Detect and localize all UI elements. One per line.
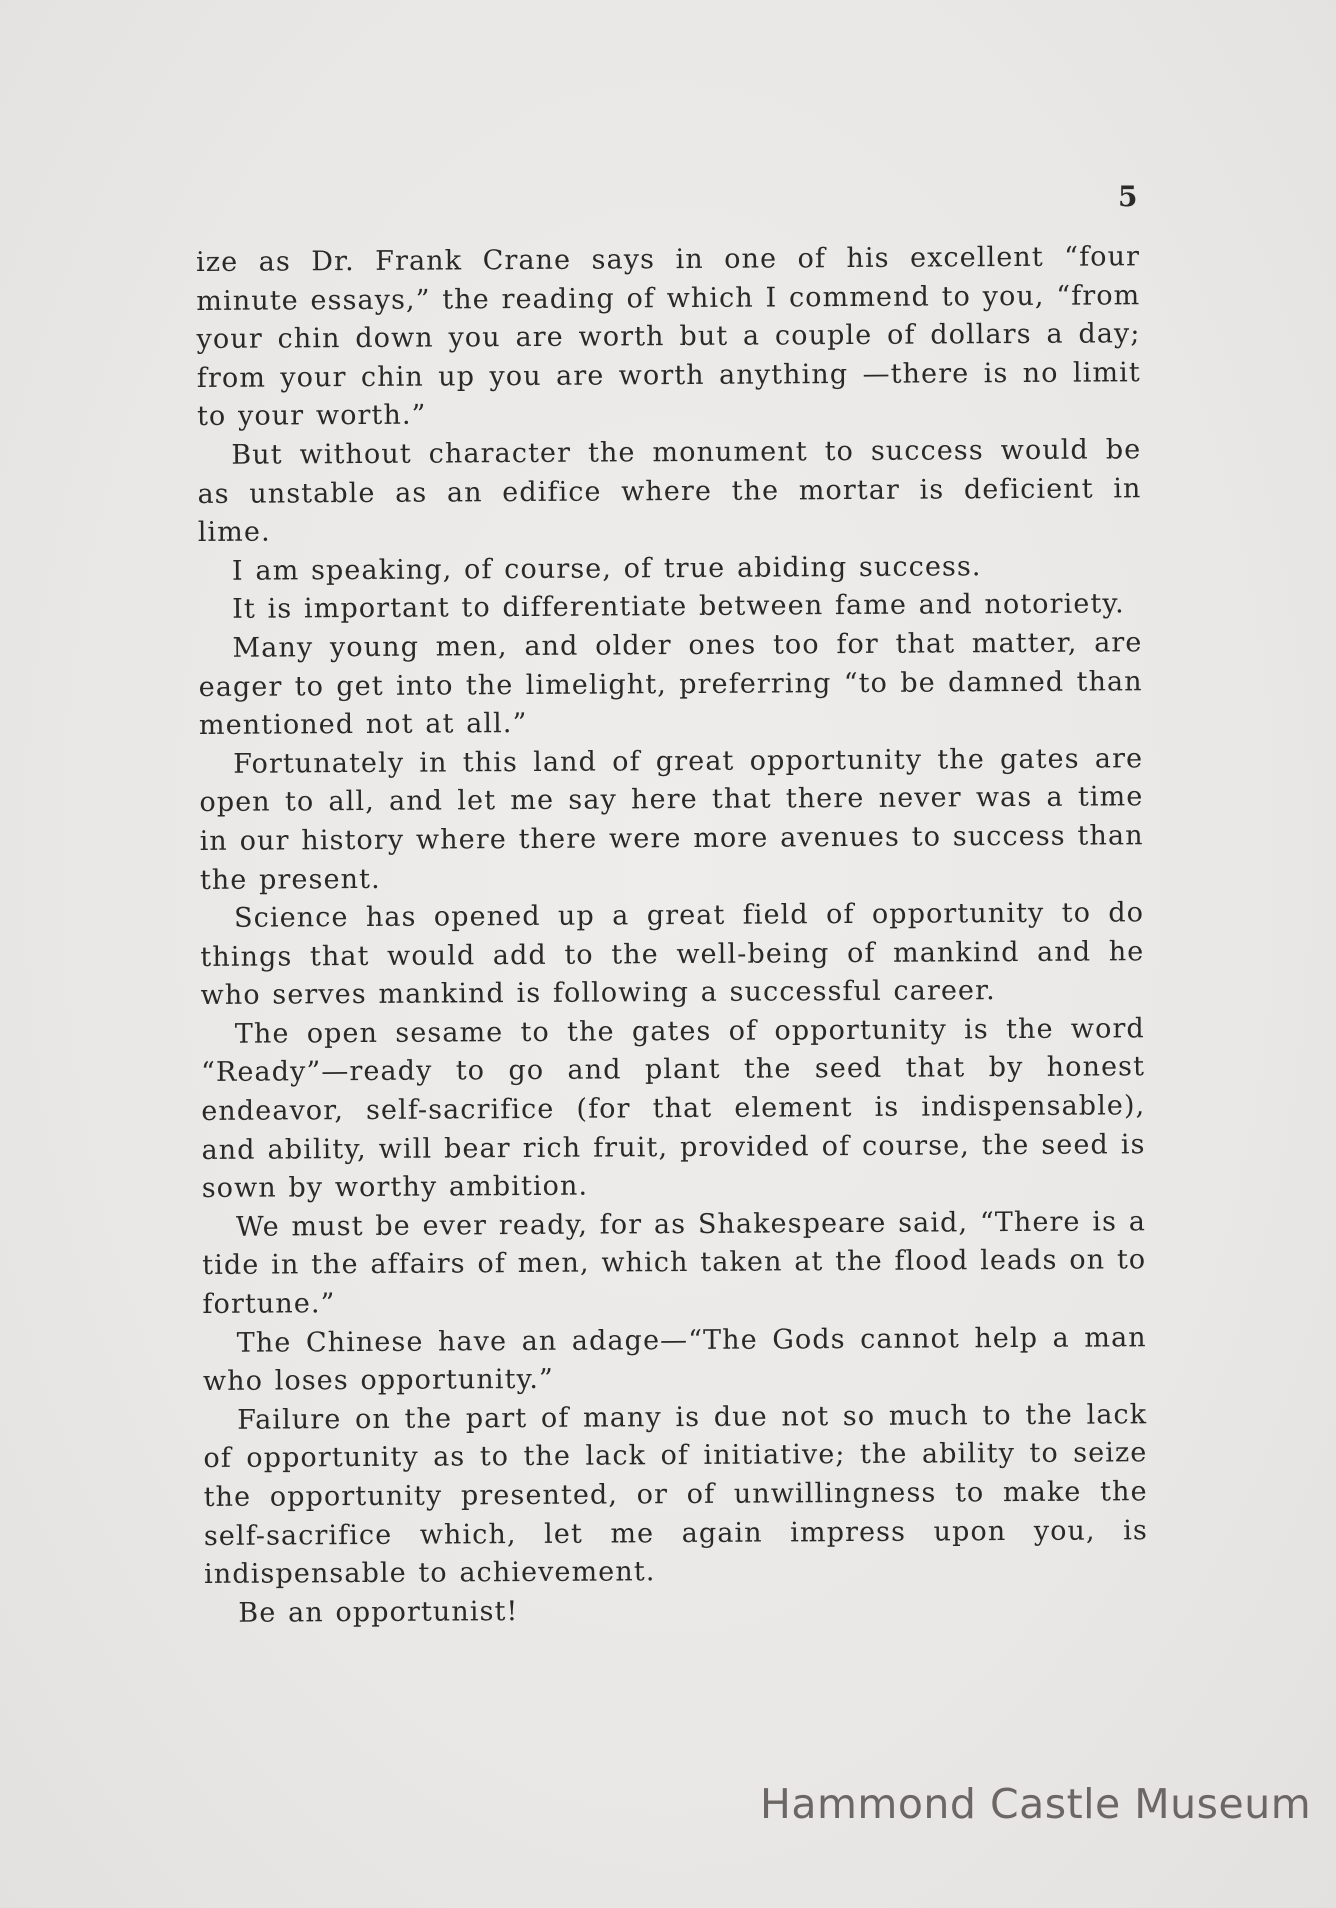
paragraph: Be an opportunist!	[238, 1595, 519, 1629]
paragraph: The open sesame to the gates of opportunity is the word “Ready”—ready to go and plant the seed that by honest endeavor, self-sacrifice (for that element is indispensable), and ability, will bear rich fruit, provided of course, the seed is sown by worthy ambition.	[200, 1013, 1146, 1205]
paragraph: Failure on the part of many is due not so much to the lack of opportunity as to the lack of initiative; the ability to seize the opportunity presented, or of unwillingness to make the self-sacrifice which, let me again impress upon you, is indispensable to achievement.	[203, 1399, 1148, 1591]
museum-watermark: Hammond Castle Museum	[760, 1780, 1312, 1828]
paragraph: ize as Dr. Frank Crane says in one of his excellent “four minute essays,” the reading of which I commend to you, “from your chin down you are worth but a couple of dollars a day; from your chin up you are worth anything —there is no limit to your worth.”	[196, 241, 1141, 433]
paragraph: We must be ever ready, for as Shakespeare said, “There is a tide in the affairs of men, which taken at the flood leads on to fortune.”	[202, 1206, 1147, 1321]
paragraph: Science has opened up a great field of opportunity to do things that would add to the well-being of mankind and he who serves mankind is following a successful career.	[200, 897, 1145, 1012]
paragraph: Many young men, and older ones too for that matter, are eager to get into the limelight, preferring “to be damned than mentioned not at all.”	[198, 627, 1143, 742]
paragraph: I am speaking, of course, of true abiding success.	[231, 550, 982, 587]
page-number: 5	[1118, 180, 1138, 213]
paragraph: Fortunately in this land of great opportunity the gates are open to all, and let me say here that there never was a time in our history where there were more avenues to success than the present.	[199, 742, 1144, 896]
paragraph: It is important to differentiate between fame and notoriety.	[232, 588, 1125, 626]
paragraph: But without character the monument to success would be as unstable as an edifice where the mortar is deficient in lime.	[197, 434, 1142, 549]
paragraph: The Chinese have an adage—“The Gods cannot help a man who loses opportunity.”	[202, 1321, 1147, 1398]
body-text	[196, 238, 1148, 1633]
